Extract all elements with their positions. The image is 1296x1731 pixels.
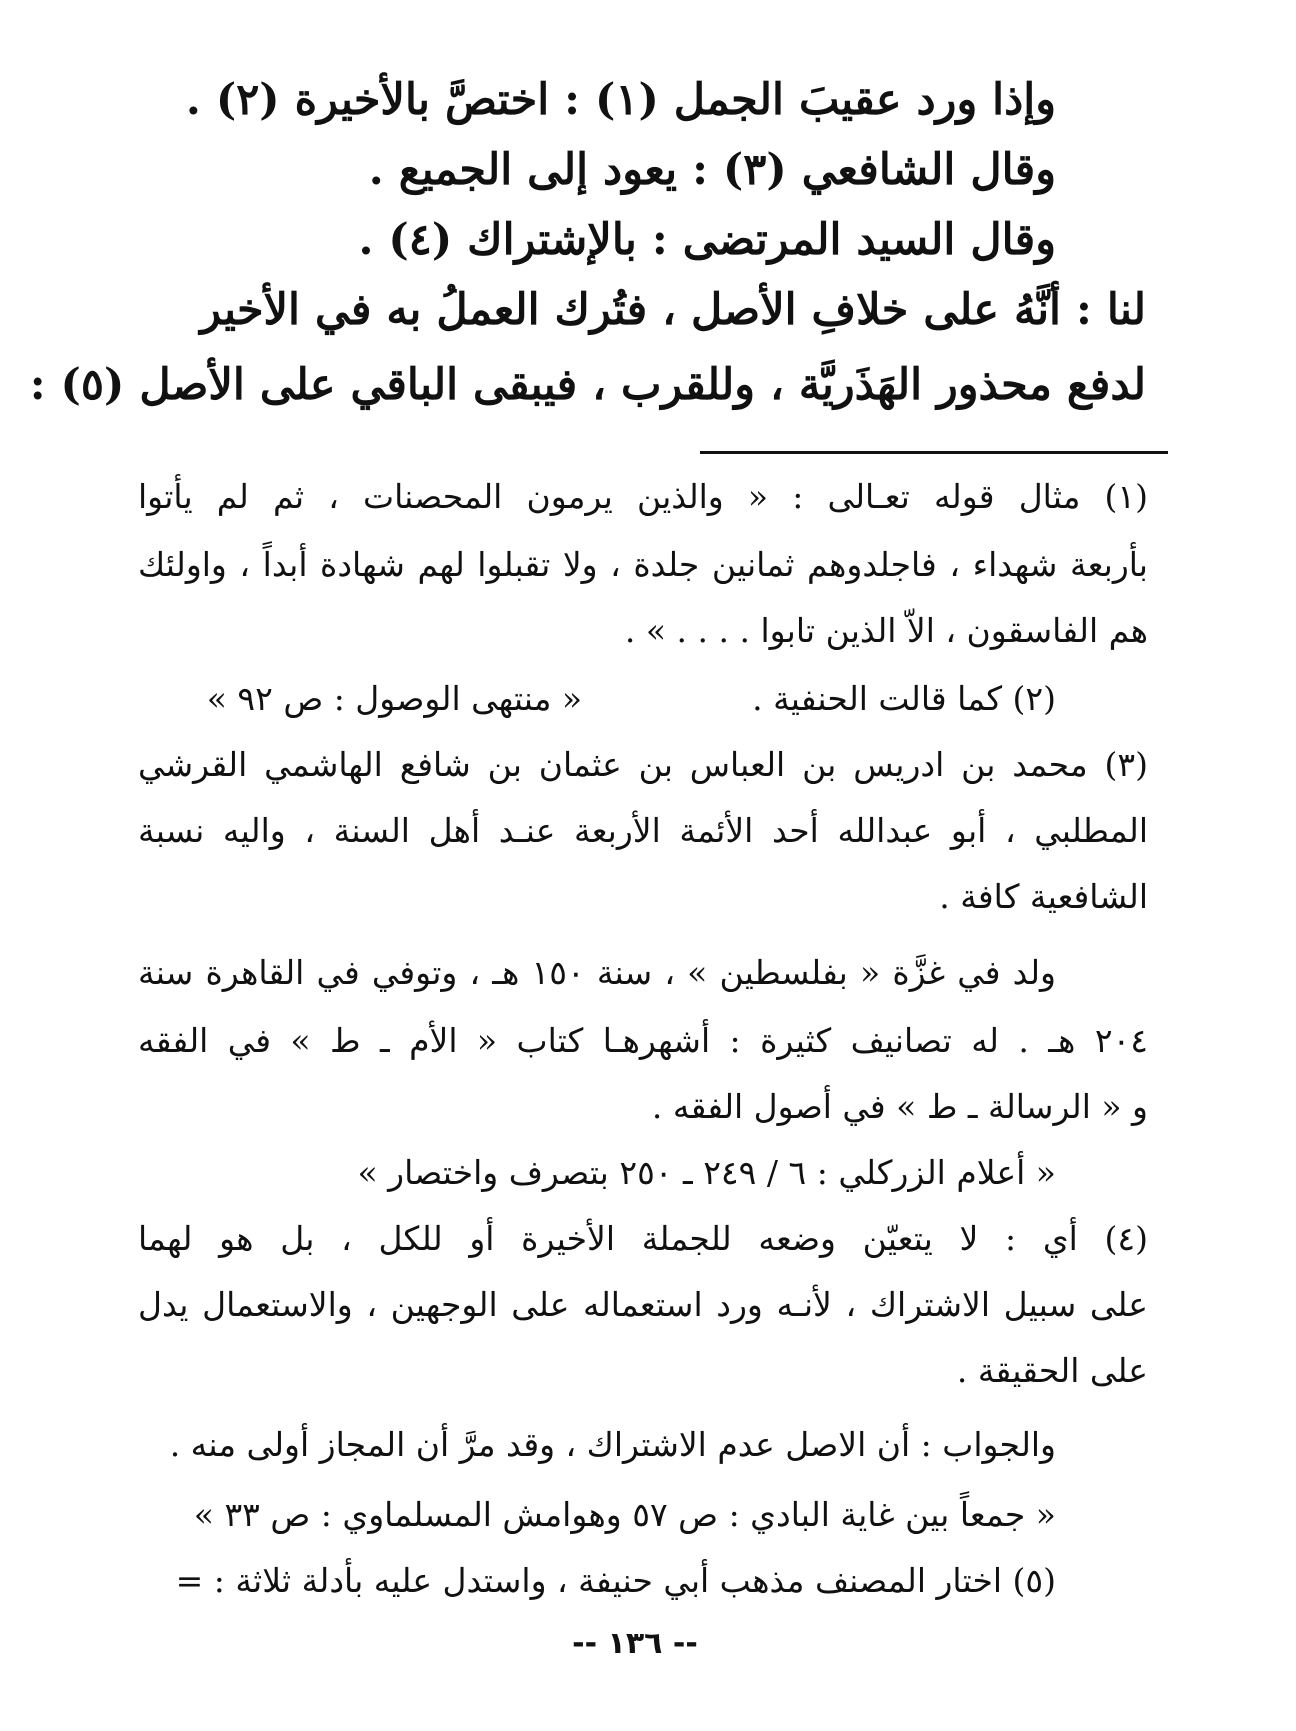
main-text-line-1: وإذا ورد عقيبَ الجمل (١) : اختصَّ بالأخيرة (٢) . xyxy=(185,75,1056,125)
footnote-1-line-2: بأربعة شهداء ، فاجلدوهم ثمانين جلدة ، ولا تقبلوا لهم شهادة أبداً ، واولئك xyxy=(138,545,1148,584)
footnote-4-line-2: على سبيل الاشتراك ، لأنـه ورد استعماله على الوجهين ، والاستعمال يدل xyxy=(138,1285,1148,1324)
page-number: -- ١٣٦ -- xyxy=(572,1626,698,1661)
footnote-3-line-5: ٢٠٤ هـ . له تصانيف كثيرة : أشهرهـا كتاب « الأم ـ ط » في الفقه xyxy=(138,1021,1148,1060)
main-text-line-5: لدفع محذور الهَذَريَّة ، وللقرب ، فيبقى الباقي على الأصل (٥) : xyxy=(29,360,1146,410)
footnote-2 xyxy=(207,674,1056,724)
main-text-line-4: لنا : أنَّهُ على خلافِ الأصل ، فتُرك العملُ به في الأخير xyxy=(200,285,1146,335)
footnote-3-line-4: ولد في غزَّة « بفلسطين » ، سنة ١٥٠ هـ ، وتوفي في القاهرة سنة xyxy=(138,953,1056,992)
main-text-line-2: وقال الشافعي (٣) : يعود إلى الجميع . xyxy=(368,145,1056,195)
footnote-4-line-1: (٤) أي : لا يتعيّن وضعه للجملة الأخيرة أو للكل ، بل هو لهما xyxy=(138,1219,1148,1258)
footnote-4-line-4: والجواب : أن الاصل عدم الاشتراك ، وقد مرَّ أن المجاز أولى منه . xyxy=(169,1425,1056,1464)
footnote-1-line-3: هم الفاسقون ، الاّ الذين تابوا . . . . » . xyxy=(624,611,1148,650)
footnote-3-line-3: الشافعية كافة . xyxy=(939,877,1148,916)
footnote-4-source: « جمعاً بين غاية البادي : ص ٥٧ وهوامش المسلماوي : ص ٣٣ » xyxy=(193,1495,1056,1534)
main-text-line-3: وقال السيد المرتضى : بالإشتراك (٤) . xyxy=(358,215,1056,265)
footnote-5-line-1: (٥) اختار المصنف مذهب أبي حنيفة ، واستدل عليه بأدلة ثلاثة : = xyxy=(175,1561,1056,1600)
footnote-separator xyxy=(700,451,1168,454)
footnote-3-source: « أعلام الزركلي : ٦ / ٢٤٩ ـ ٢٥٠ بتصرف واختصار » xyxy=(357,1153,1056,1192)
footnote-3-line-1: (٣) محمد بن ادريس بن العباس بن عثمان بن شافع الهاشمي القرشي xyxy=(138,745,1148,784)
footnote-2-source: « منتهى الوصول : ص ٩٢ » xyxy=(206,679,583,718)
footnote-2-text: (٢) كما قالت الحنفية . xyxy=(752,679,1056,718)
footnote-1-line-1: (١) مثال قوله تعـالى : « والذين يرمون المحصنات ، ثم لم يأتوا xyxy=(138,477,1148,516)
footnote-3-line-6: و « الرسالة ـ ط » في أصول الفقه . xyxy=(651,1087,1148,1126)
footnote-4-line-3: على الحقيقة . xyxy=(956,1351,1148,1390)
footnote-3-line-2: المطلبي ، أبو عبدالله أحد الأئمة الأربعة عنـد أهل السنة ، واليه نسبة xyxy=(138,811,1148,850)
